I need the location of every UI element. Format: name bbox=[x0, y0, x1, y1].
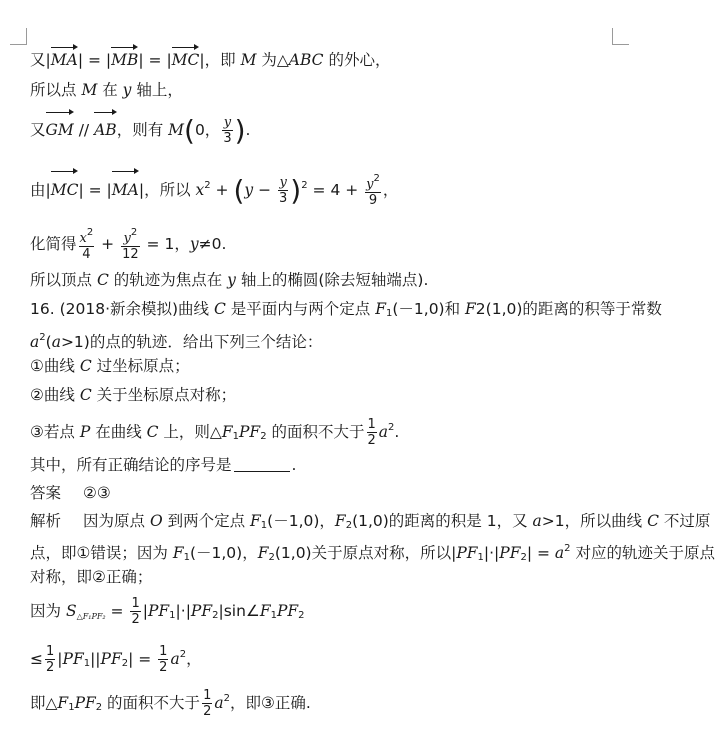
statement-2: ②曲线 C 关于坐标原点对称； bbox=[30, 386, 237, 404]
fraction-one-half: $\frac{1}{2}$ bbox=[159, 644, 168, 675]
statement-1: ①曲线 C 过坐标原点； bbox=[30, 357, 190, 375]
answer-line bbox=[30, 481, 622, 505]
analysis-label: 解析 bbox=[30, 512, 62, 530]
answer-label: 答案 bbox=[30, 484, 62, 502]
fraction-y-over-3: $\frac{y}{3}$ bbox=[223, 115, 232, 146]
fraction-y2-over-12: $\frac{y^2}{12}$ bbox=[122, 227, 139, 262]
fraction-y2-over-9: $\frac{y^2}{9}$ bbox=[366, 173, 380, 208]
line-ellipse-equation: 化简得 $\frac{x^2}{4}$ + $\frac{y^2}{12}$ = 1，y≠0. bbox=[30, 227, 227, 262]
question-16-stem-cont: $a^2(a>1)$的点的轨迹．给出下列三个结论： bbox=[30, 332, 323, 351]
line-distance-equation: 由|MC| = |MA|，所以 $x^2 + (y$ − $\frac{y}{3}$ )$^2$ = 4 + $\frac{y^2}{9}$ ， bbox=[30, 173, 399, 208]
fraction-one-half: $\frac{1}{2}$ bbox=[367, 417, 376, 448]
fraction-y-over-3: $\frac{y}{3}$ bbox=[279, 175, 288, 206]
conclusion-line: 即$\triangle F_1PF_2$ 的面积不大于 $\frac{1}{2}$ $a^2$，即③正确. bbox=[30, 688, 311, 719]
line-gm-parallel-ab: 又GM // AB，则有 M(0， $\frac{y}{3}$ ). bbox=[30, 114, 251, 147]
question-prompt: 其中，所有正确结论的序号是 . bbox=[30, 456, 297, 474]
line-circumcenter: 又|MA| = |MB| = |MC|，即 M 为△ABC 的外心， bbox=[30, 48, 622, 72]
page-corner-mark-left bbox=[10, 28, 27, 45]
line-m-on-y-axis: 所以点 M 在 y 轴上， bbox=[30, 81, 183, 99]
line-locus-conclusion: 所以顶点 C 的轨迹为焦点在 y 轴上的椭圆(除去短轴端点). bbox=[30, 271, 429, 289]
fraction-one-half: $\frac{1}{2}$ bbox=[46, 644, 55, 675]
statement-3: ③若点 P 在曲线 C 上，则$\triangle F_1PF_2$ 的面积不大于 $\frac{1}{2}$ $a^2$. bbox=[30, 417, 400, 448]
area-formula: 因为 S△F₁PF₂ = $\frac{1}{2}$ $|PF_1|\cdot|PF_2|\sin\angle F_1PF_2$ bbox=[30, 596, 305, 627]
analysis-line-1: 解析 因为原点 O 到两个定点 $F_1(-1,0)$，$F_2(1,0)$的距离的积是 1，又 a>1，所以曲线 C 不过原 bbox=[30, 512, 711, 531]
analysis-line-3: 对称，即②正确； bbox=[30, 568, 153, 586]
question-16-stem: 16. (2018·新余模拟)曲线 C 是平面内与两个定点 $F_1(-1,0)$和 F2(1,0)的距离的积等于常数 bbox=[30, 300, 662, 319]
analysis-line-2: 点，即①错误；因为 $F_1(-1,0)$，$F_2(1,0)$关于原点对称，所以$|PF_1|\cdot|PF_2| = a^2$ 对应的轨迹关于原点 bbox=[30, 543, 715, 563]
fraction-x2-over-4: $\frac{x^2}{4}$ bbox=[79, 227, 94, 262]
area-inequality: ≤ $\frac{1}{2}$ $|PF_1||PF_2|$ = $\frac{1}{2}$ $a^2$， bbox=[30, 644, 202, 675]
page-corner-mark-right bbox=[612, 28, 629, 45]
answer-blank bbox=[234, 457, 290, 472]
answer-value: ②③ bbox=[83, 484, 111, 502]
fraction-one-half: $\frac{1}{2}$ bbox=[131, 596, 140, 627]
fraction-one-half: $\frac{1}{2}$ bbox=[203, 688, 212, 719]
